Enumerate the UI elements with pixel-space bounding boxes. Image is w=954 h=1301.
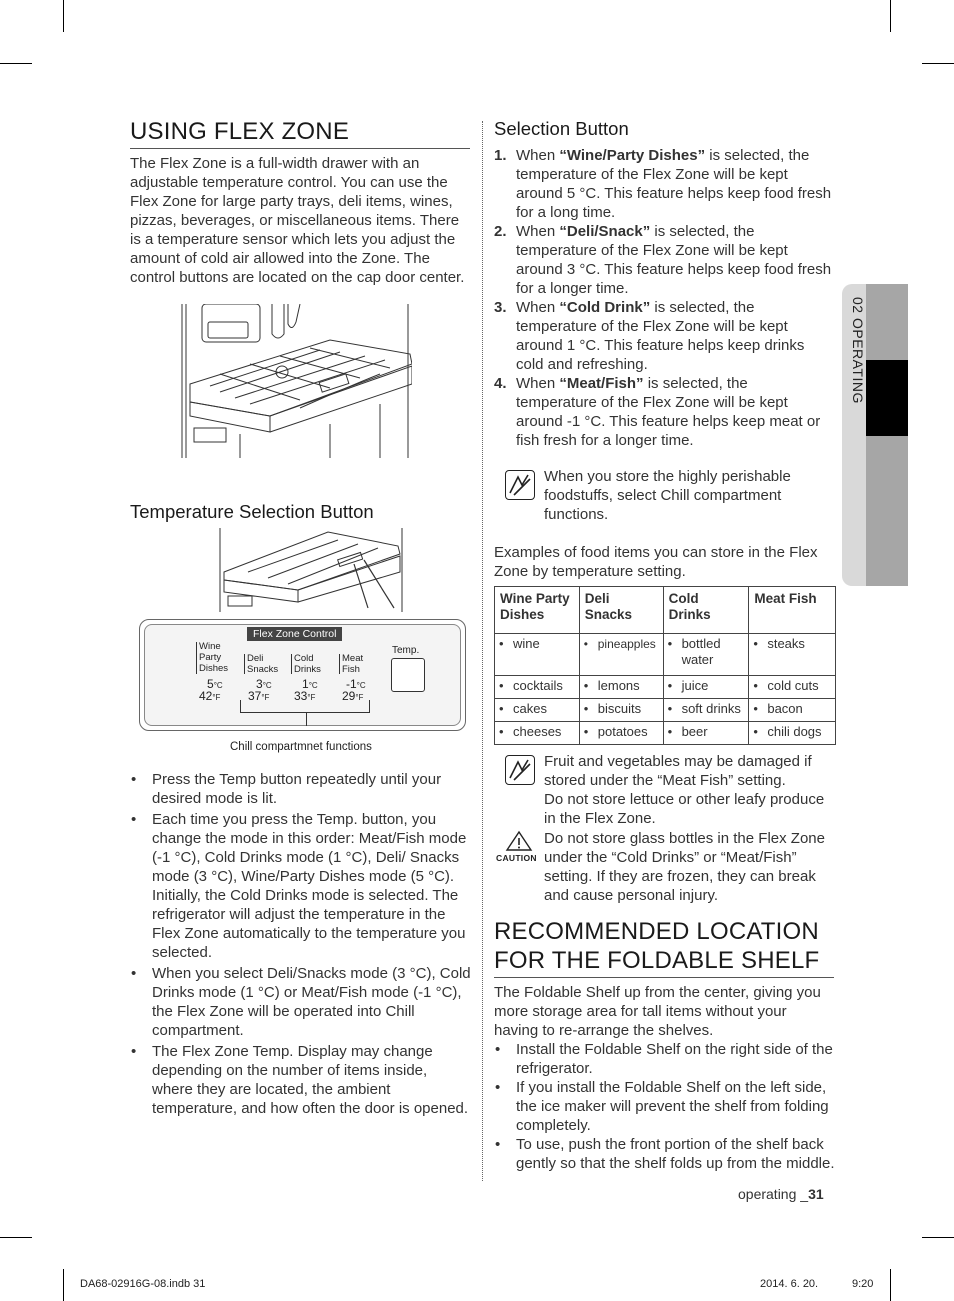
table-row: • wine • pineapples • bottled water • steaks <box>495 634 836 676</box>
list-item: 4. When “Meat/Fish” is selected, the temperature of the Flex Zone will be kept around -1 °C. This feature helps keep meat or fish fresh for a longer time. <box>494 375 821 449</box>
list-item: • If you install the Foldable Shelf on the left side, the ice maker will prevent the shelf from folding completely. <box>494 1078 836 1135</box>
caution-label: CAUTION <box>496 853 537 863</box>
caution-text: Do not store glass bottles in the Flex Zone under the “Cold Drinks” or “Meat/Fish” setting. If they are frozen, they can break and cause personal injury. <box>544 830 825 904</box>
list-item: • To use, push the front portion of the shelf back gently so that the shelf folds up from the middle. <box>494 1135 836 1173</box>
recommended-title: RECOMMENDED LOCATION FOR THE FOLDABLE SHELF <box>494 918 820 974</box>
selection-button-heading: Selection Button <box>494 118 629 139</box>
table-header: Cold Drinks <box>663 587 749 634</box>
crop-mark <box>922 1237 954 1238</box>
list-item: • Install the Foldable Shelf on the right side of the refrigerator. <box>494 1040 836 1078</box>
list-item: 2. When “Deli/Snack” is selected, the temperature of the Flex Zone will be kept around 3 °C. This feature helps keep food fresh for a longer time. <box>494 223 832 297</box>
flex-zone-control-panel <box>139 619 466 731</box>
table-row: • cakes • biscuits • soft drinks • bacon <box>495 699 836 722</box>
table-header: Meat Fish <box>749 587 836 634</box>
print-file: DA68-02916G-08.indb 31 <box>80 1278 206 1290</box>
list-item: • Each time you press the Temp. button, you change the mode in this order: Meat/Fish mode (-1 °C), Cold Drinks mode (1 °C), Deli/ Snacks mode (3 °C), Wine/Party Dishes mode (5 °C). Initially, the Cold Drinks mode is selected. The refrigerator will adjust the temperature in the Flex Zone automatically to the temperature you selected. <box>130 810 472 962</box>
note-icon <box>505 470 535 500</box>
mode-meat-label: Meat Fish <box>342 653 364 675</box>
note-vegetables: Fruit and vegetables may be damaged if stored under the “Meat Fish” setting. Do not store lettuce or other leafy produce in the Flex Zone. <box>544 753 825 827</box>
mode-cold-label: Cold Drinks <box>294 653 321 675</box>
intro-paragraph: The Flex Zone is a full-width drawer with an adjustable temperature control. You can use the Flex Zone for large party trays, deli items, wines, pizzas, beverages, or miscellaneous items. There is a temperature sensor which lets you adjust the amount of cold air allowed into the Zone. The control buttons are located on the cap door center. <box>130 155 465 286</box>
recommended-list <box>494 1040 836 1173</box>
table-row: • cocktails • lemons • juice • cold cuts <box>495 676 836 699</box>
crop-mark <box>0 1237 32 1238</box>
list-item: • When you select Deli/Snacks mode (3 °C), Cold Drinks mode (1 °C) or Meat/Fish mode (-1 °C), the Flex Zone will be operated into Chill compartment. <box>130 964 472 1040</box>
table-header: Wine Party Dishes <box>495 587 580 634</box>
mode-deli-label: Deli Snacks <box>247 653 279 675</box>
mode-deli-temp: 3°C 37°F <box>248 677 272 703</box>
temp-button[interactable] <box>391 658 425 692</box>
mode-meat-temp: -1°C 29°F <box>342 677 366 703</box>
flex-zone-control-illustration <box>218 528 404 612</box>
temp-selection-heading: Temperature Selection Button <box>130 501 374 522</box>
table-header-row <box>495 587 836 634</box>
page-title: USING FLEX ZONE <box>130 118 350 145</box>
list-item: 1. When “Wine/Party Dishes” is selected, the temperature of the Flex Zone will be kept around 5 °C. This feature helps keep food fresh for a long time. <box>494 147 832 221</box>
temp-label: Temp. <box>392 645 420 656</box>
table-row: • cheeses • potatoes • beer • chili dogs <box>495 722 836 745</box>
mode-cold-temp: 1°C 33°F <box>294 677 318 703</box>
mode-divider <box>196 642 197 674</box>
selection-list <box>494 146 832 450</box>
crop-mark <box>890 1269 891 1301</box>
crop-mark <box>63 1269 64 1301</box>
list-item: • The Flex Zone Temp. Display may change depending on the number of items inside, where they are located, the ambient temperature, and how often the door is opened. <box>130 1042 472 1118</box>
mode-wine-label: Wine Party Dishes <box>199 641 229 674</box>
mode-divider <box>291 654 292 674</box>
crop-mark <box>0 63 32 64</box>
page-number: operating _31 <box>738 1186 824 1202</box>
column-divider <box>482 121 483 1181</box>
flex-zone-drawer-illustration <box>180 304 412 458</box>
caution-icon <box>505 830 533 852</box>
print-date: 2014. 6. 20. <box>760 1278 819 1290</box>
panel-header: Flex Zone Control <box>247 627 342 641</box>
mode-divider <box>244 654 245 674</box>
food-table <box>494 586 836 745</box>
examples-intro: Examples of food items you can store in the Flex Zone by temperature setting. <box>494 544 818 580</box>
chill-caption: Chill compartmnet functions <box>230 741 372 753</box>
chill-bracket-stem <box>306 712 307 726</box>
note-icon <box>505 755 535 785</box>
note-perishable: When you store the highly perishable foodstuffs, select Chill compartment functions. <box>544 468 791 523</box>
chill-bracket <box>240 700 370 713</box>
recommended-intro: The Foldable Shelf up from the center, giving you more storage area for tall items without your having to re-arrange the shelves. <box>494 984 821 1039</box>
temp-instructions-list <box>130 770 472 1118</box>
crop-mark <box>890 0 891 32</box>
title-rule <box>130 148 470 149</box>
title-rule <box>494 977 834 978</box>
side-tab-label: 02 OPERATING <box>850 297 866 404</box>
table-header: Deli Snacks <box>579 587 663 634</box>
side-tab-marker <box>866 360 908 436</box>
mode-divider <box>339 654 340 674</box>
list-item: • Press the Temp button repeatedly until your desired mode is lit. <box>130 770 472 808</box>
crop-mark <box>63 0 64 32</box>
list-item: 3. When “Cold Drink” is selected, the temperature of the Flex Zone will be kept around 1 °C. This feature helps keep drinks cold and refreshing. <box>494 299 805 373</box>
crop-mark <box>922 63 954 64</box>
print-time: 9:20 <box>852 1278 874 1290</box>
mode-wine-temp: 5°C 42°F <box>199 677 223 703</box>
